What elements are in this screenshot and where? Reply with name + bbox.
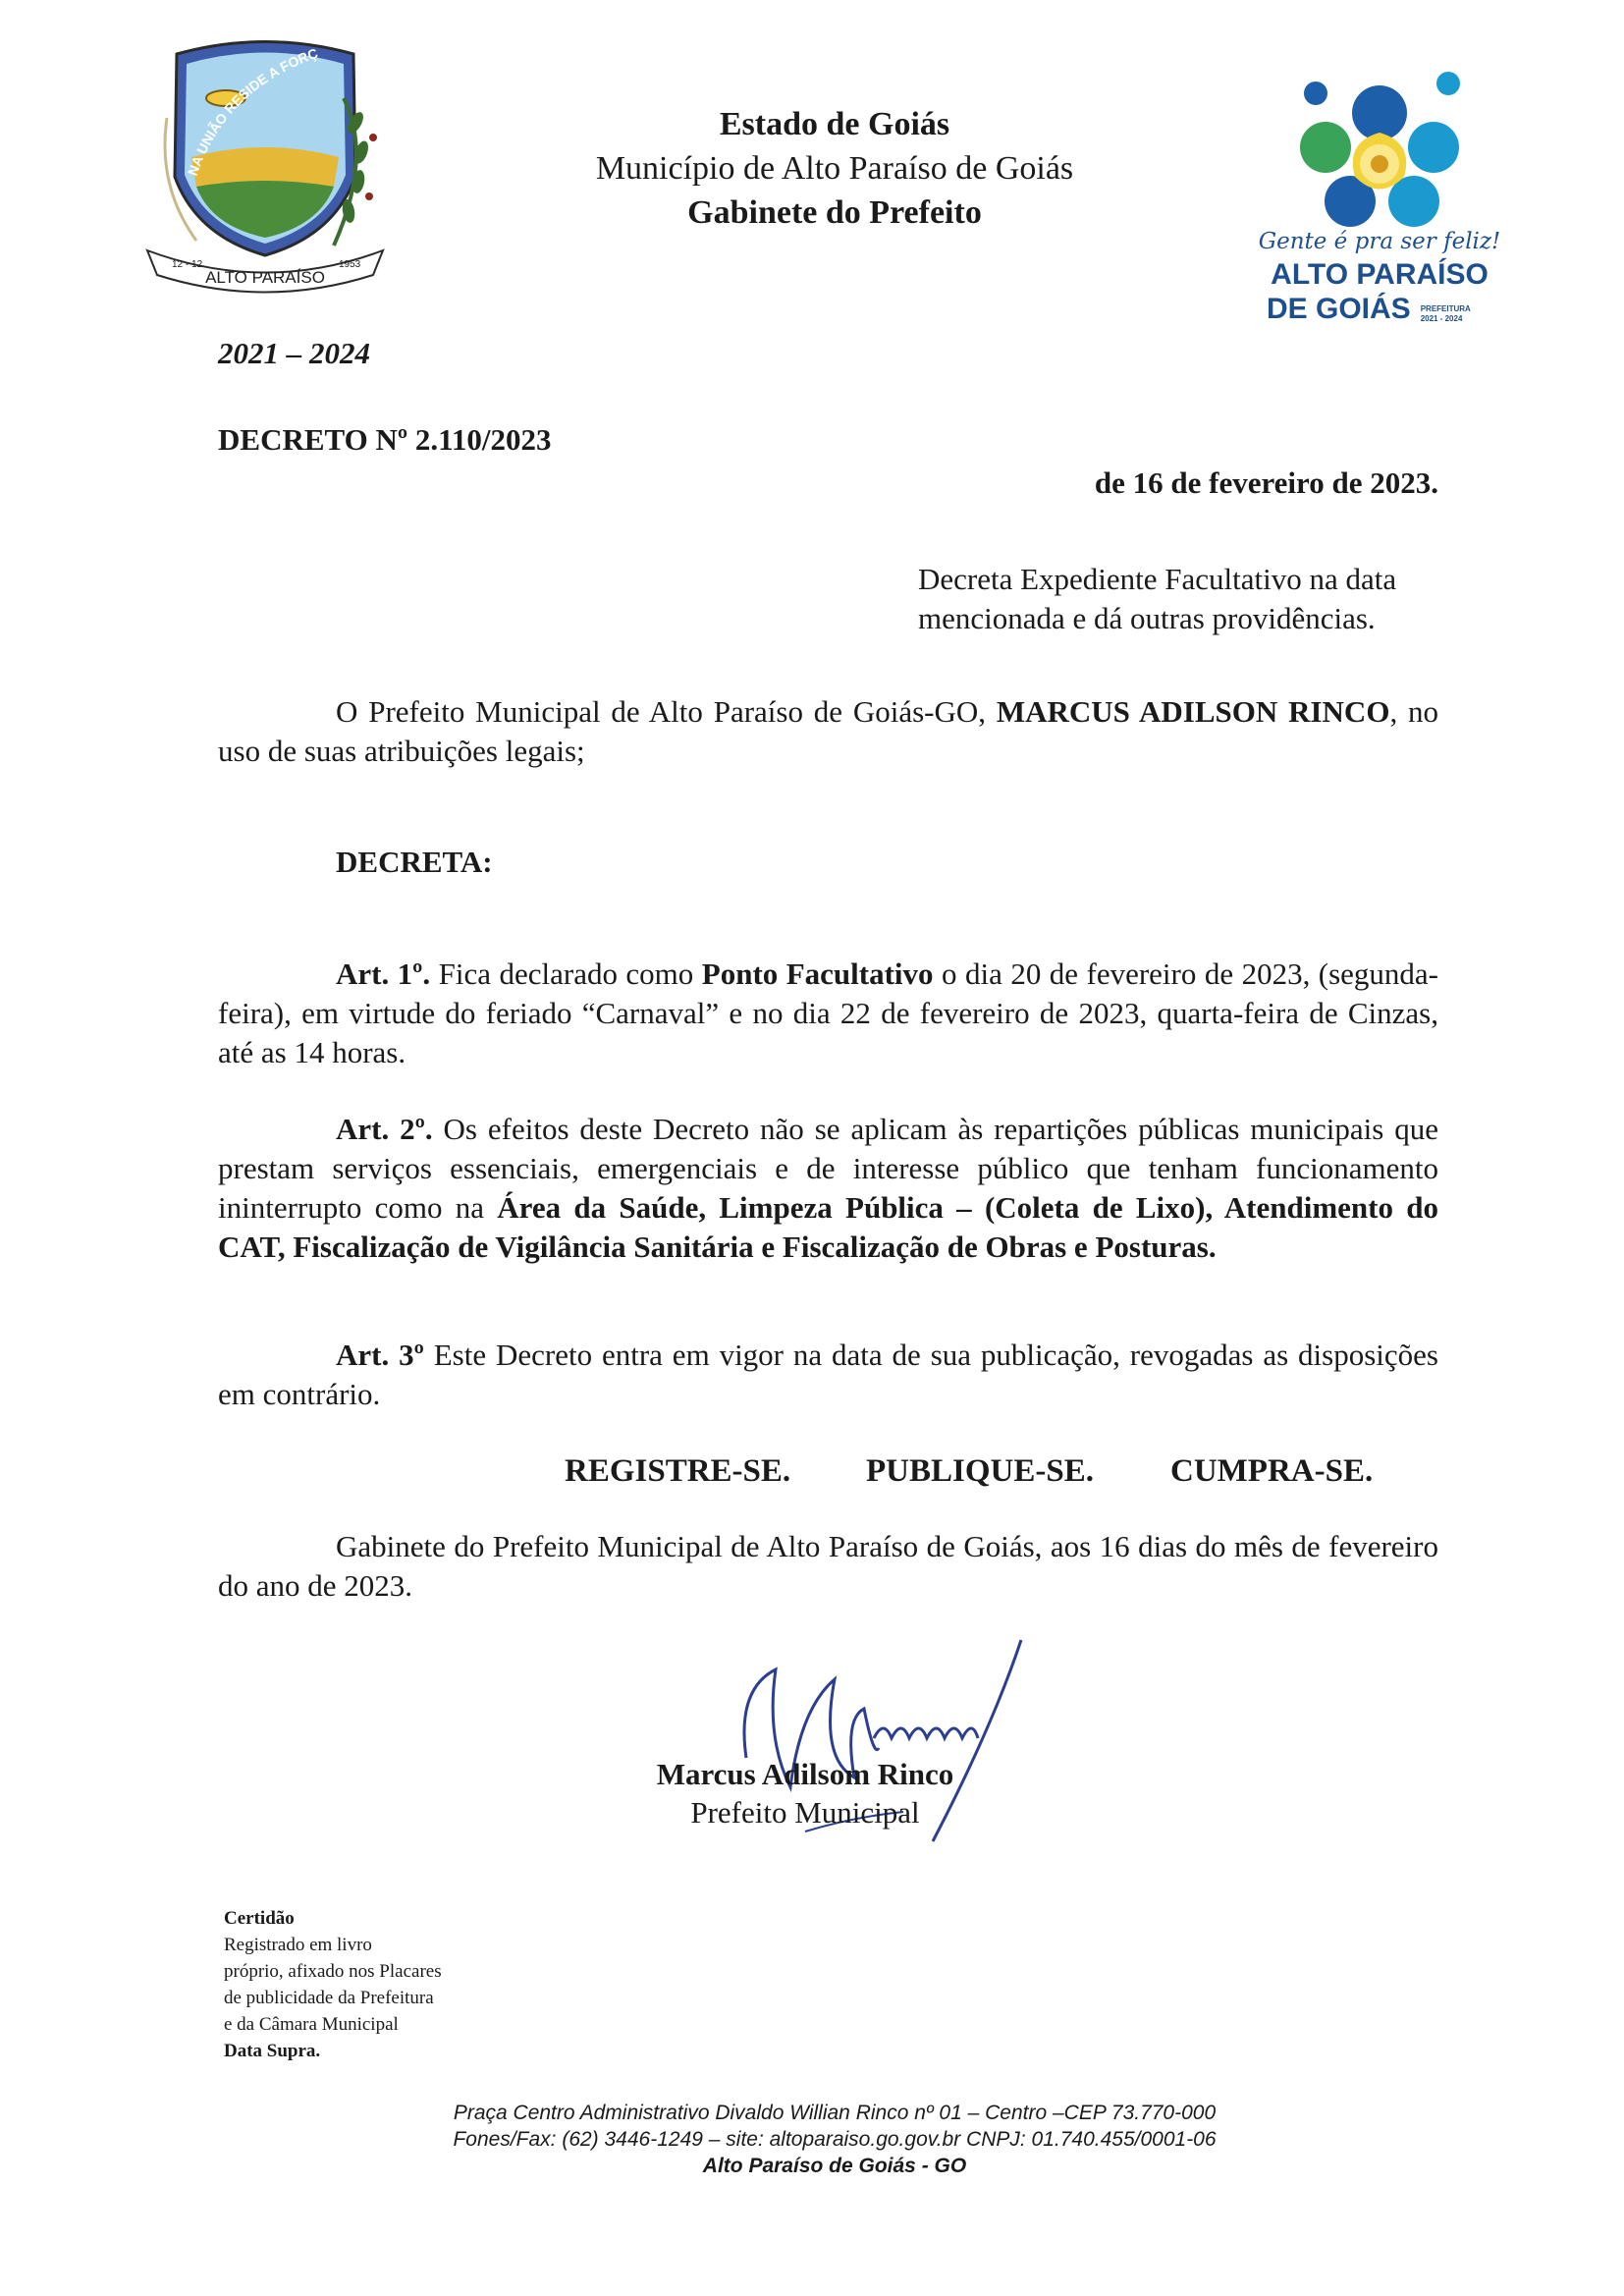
certidao-line-5: Data Supra. [224,2041,321,2061]
footer-contact: Fones/Fax: (62) 3446-1249 – site: altoparaiso.go.gov.br CNPJ: 01.740.455/0001-06 [453,2128,1217,2151]
closing-comply: CUMPRA-SE. [1170,1453,1374,1489]
logo-slogan: Gente é pra ser feliz! [1258,229,1501,254]
article-3 [218,1336,1438,1414]
certidao-line-3: de publicidade da Prefeitura [224,1988,434,2008]
decree-summary: Decreta Expediente Facultativo na data mencionada e dá outras providências. [918,562,1397,635]
coat-of-arms-motto: NA UNIÃO RESIDE A FORÇ [184,44,320,178]
closing-publish: PUBLIQUE-SE. [866,1453,1094,1489]
article-1-label: Art. 1º. [336,957,431,991]
article-2-highlight: Área da Saúde, Limpeza Pública – (Coleta de Lixo), Atendimento do CAT, Fiscalização de Vigilância Sanitária e Fiscalização de Obras e Posturas. [218,1190,1438,1264]
coat-of-arms-right-date: 1953 [339,259,361,270]
office-title: Gabinete do Prefeito [687,194,982,231]
signer-name: Marcus Adilsom Rinco [656,1757,954,1791]
article-2 [218,1110,1438,1267]
article-1-text-a: Fica declarado como [430,957,702,991]
intro-end: , no uso de suas atribuições legais; [218,694,1439,768]
footer-address: Praça Centro Administrativo Divaldo Willian Rinco nº 01 – Centro –CEP 73.770-000 [453,2102,1217,2124]
logo-name-line2: DE GOIÁS [1267,293,1411,325]
certidao-line-1: Registrado em livro [224,1935,372,1955]
logo-small-line1: PREFEITURA [1420,304,1471,314]
decreta-heading: DECRETA: [336,845,493,879]
article-1-highlight: Ponto Facultativo [701,957,934,991]
intro-paragraph [218,692,1438,771]
coat-of-arms-left-date: 12 - 12 [172,259,203,270]
certidao-title: Certidão [224,1908,295,1929]
intro-start: O Prefeito Municipal de Alto Paraíso de Goiás-GO, [336,694,997,729]
state-title: Estado de Goiás [719,106,950,142]
place-date-paragraph: Gabinete do Prefeito Municipal de Alto Paraíso de Goiás, aos 16 dias do mês de fevereiro do ano de 2023. [218,1529,1438,1603]
coat-of-arms-banner: ALTO PARAÍSO [205,268,325,287]
article-3-label: Art. 3º [336,1338,424,1372]
logo-small-line2: 2021 - 2024 [1420,314,1463,324]
article-1-text-c: o dia 20 de fevereiro de 2023, (segunda-feira), em virtude do feriado “Carnaval” e no dia 22 de fevereiro de 2023, quarta-feira de Cinzas, até as 14 horas. [218,957,1439,1069]
logo-name-line1: ALTO PARAÍSO [1271,258,1489,291]
term-years: 2021 – 2024 [218,336,370,370]
closing-register: REGISTRE-SE. [565,1453,791,1489]
municipal-coat-of-arms [137,29,393,295]
certidao-line-2: próprio, afixado nos Placares [224,1961,442,1982]
municipality-title: Município de Alto Paraíso de Goiás [595,150,1074,187]
article-1 [218,955,1438,1072]
certidao-line-4: e da Câmara Municipal [224,2014,399,2035]
article-3-text: Este Decreto entra em vigor na data de sua publicação, revogadas as disposições em contrário. [218,1338,1438,1411]
decree-number: DECRETO Nº 2.110/2023 [218,422,552,457]
article-2-text-a: Os efeitos deste Decreto não se aplicam às repartições públicas municipais que prestam serviços essenciais, emergenciais e de interesse público que tenham funcionamento ininterrupto como na [218,1112,1439,1225]
footer-city: Alto Paraíso de Goiás - GO [702,2155,967,2177]
city-logo [1257,54,1502,339]
article-2-label: Art. 2º. [336,1112,433,1146]
signer-role: Prefeito Municipal [690,1795,920,1830]
decree-date: de 16 de fevereiro de 2023. [1094,465,1438,500]
mayor-name: MARCUS ADILSON RINCO [996,694,1390,729]
certidao-block [224,1905,442,2064]
